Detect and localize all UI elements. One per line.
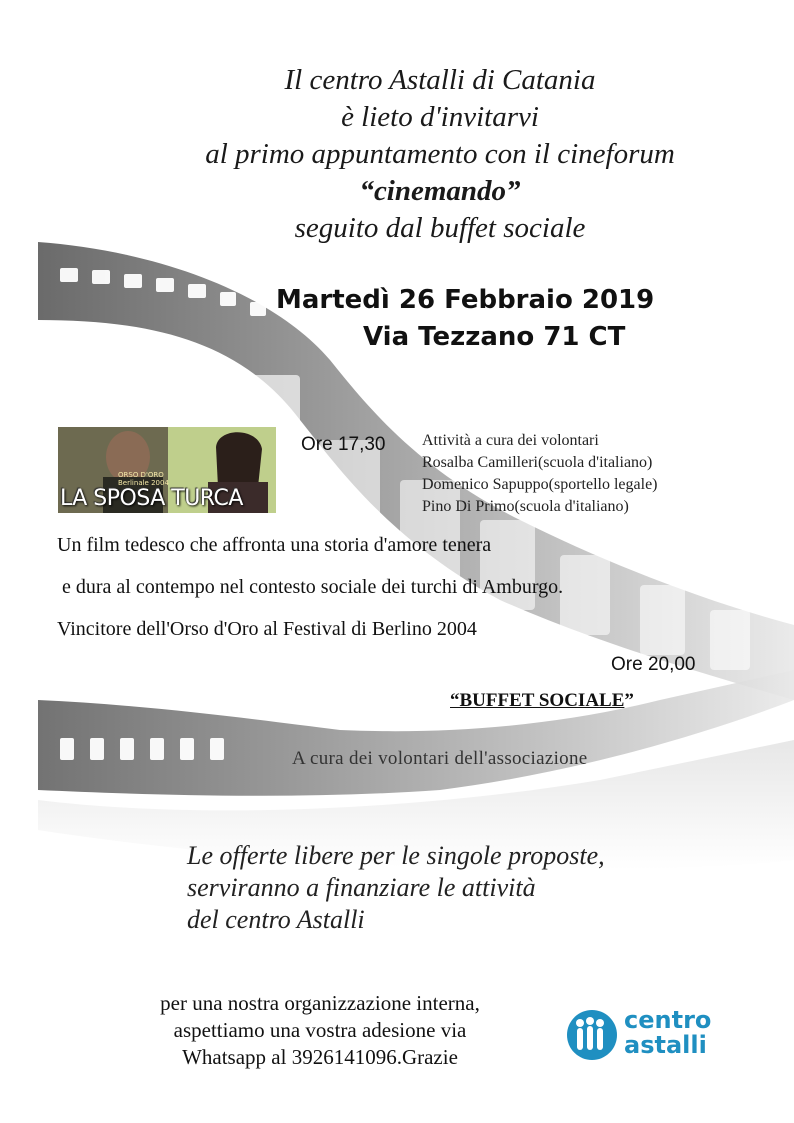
rsvp-note <box>60 990 580 1071</box>
cineforum-title: “cinemando” <box>359 175 521 207</box>
offer-line-2: serviranno a finanziare le attività <box>187 873 536 902</box>
event-address: Via Tezzano 71 CT <box>363 322 626 352</box>
intro-line-3: al primo appuntamento con il cineforum <box>205 138 675 170</box>
logo-line-2: astalli <box>624 1031 707 1059</box>
event-date: Martedì 26 Febbraio 2019 <box>276 285 655 315</box>
note-line-2: aspettiamo una vostra adesione via <box>173 1018 467 1042</box>
offer-text <box>187 840 605 936</box>
intro-line-5: seguito dal buffet sociale <box>294 212 586 244</box>
buffet-curated-by: A cura dei volontari dell'associazione <box>292 748 588 769</box>
intro-line-2: è lieto d'invitarvi <box>341 101 539 133</box>
poster-title: LA SPOSA TURCA <box>60 486 243 511</box>
centro-astalli-logo-text <box>624 1008 711 1058</box>
invitation-heading <box>120 62 760 247</box>
logo-line-1: centro <box>624 1006 712 1034</box>
film-poster <box>58 427 276 513</box>
film-description-1: Un film tedesco che affronta una storia d'amore tenera <box>57 534 492 556</box>
volunteer-item: Rosalba Camilleri(scuola d'italiano) <box>422 454 653 471</box>
offer-line-3: del centro Astalli <box>187 905 365 934</box>
poster-badge: ORSO D'ORO Berlinale 2004 <box>118 471 169 487</box>
volunteer-item: Pino Di Primo(scuola d'italiano) <box>422 498 629 515</box>
volunteers-heading: Attività a cura dei volontari <box>422 432 599 449</box>
film-time: Ore 17,30 <box>301 434 386 455</box>
volunteer-item: Domenico Sapuppo(sportello legale) <box>422 476 658 493</box>
centro-astalli-logo-icon <box>566 1009 618 1061</box>
film-description-3: Vincitore dell'Orso d'Oro al Festival di Berlino 2004 <box>57 618 477 640</box>
buffet-title: “BUFFET SOCIALE” <box>450 690 634 711</box>
volunteers-list <box>422 430 658 518</box>
note-line-3: Whatsapp al 3926141096.Grazie <box>182 1045 458 1069</box>
offer-line-1: Le offerte libere per le singole proposte, <box>187 841 605 870</box>
buffet-time: Ore 20,00 <box>611 654 696 675</box>
intro-line-1: Il centro Astalli di Catania <box>284 64 596 96</box>
film-description-2: e dura al contempo nel contesto sociale dei turchi di Amburgo. <box>57 576 564 598</box>
note-line-1: per una nostra organizzazione interna, <box>160 991 480 1015</box>
